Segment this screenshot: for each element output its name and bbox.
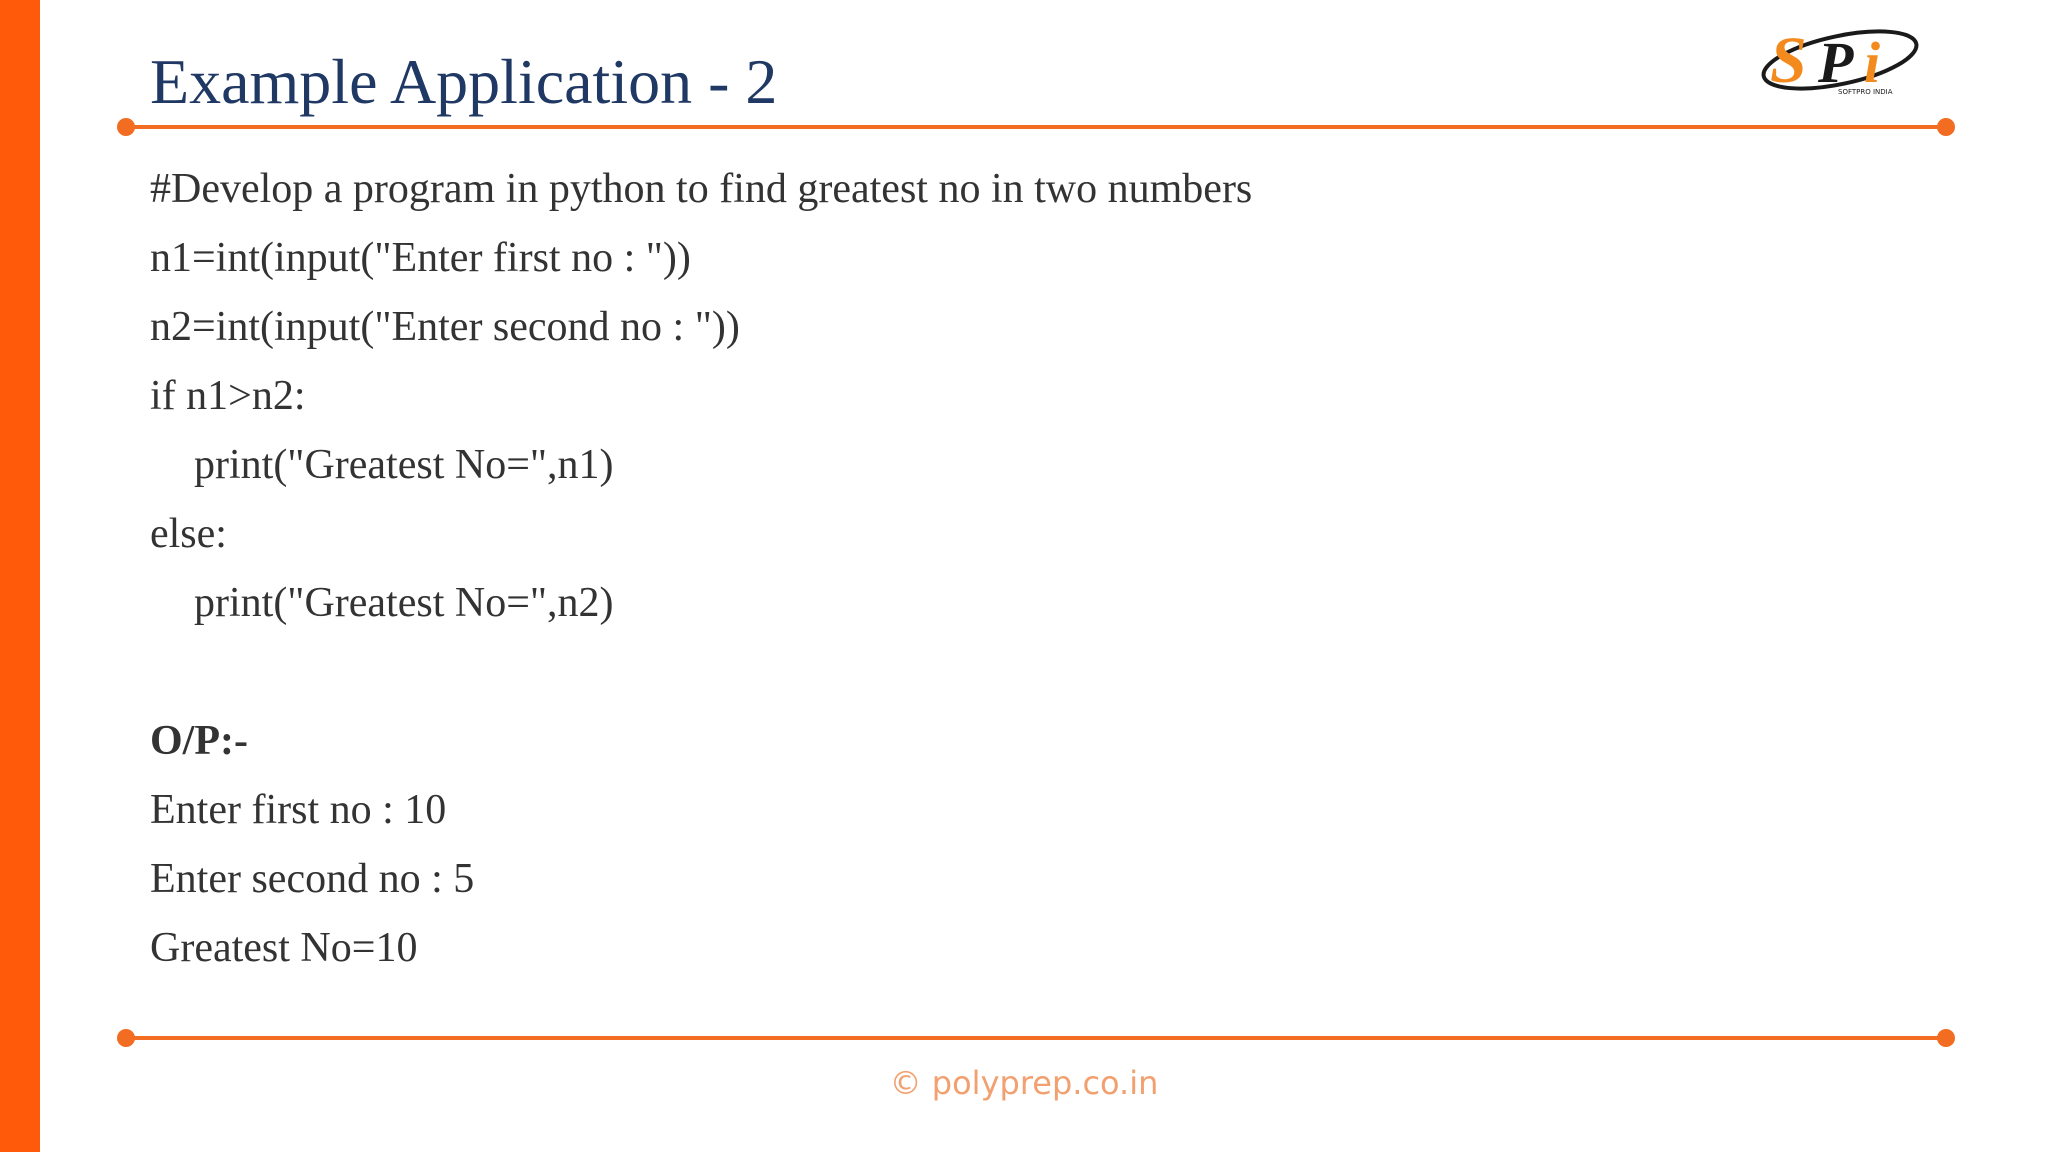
output-heading: O/P:- bbox=[150, 718, 248, 764]
svg-text:SOFTPRO INDIA: SOFTPRO INDIA bbox=[1838, 88, 1893, 96]
footer-divider bbox=[124, 1036, 1948, 1040]
code-comment: #Develop a program in python to find greatest no in two numbers bbox=[150, 166, 1253, 212]
divider-dot-right bbox=[1937, 1029, 1955, 1047]
output-line-2: Enter second no : 5 bbox=[150, 856, 475, 902]
left-accent-bar bbox=[0, 0, 40, 1152]
code-line-1: n1=int(input("Enter first no : ")) bbox=[150, 235, 691, 281]
output-line-1: Enter first no : 10 bbox=[150, 787, 447, 833]
footer-copyright: © polyprep.co.in bbox=[889, 1064, 1159, 1102]
blank-line bbox=[150, 638, 1252, 707]
divider-dot-right bbox=[1937, 118, 1955, 136]
output-line-3: Greatest No=10 bbox=[150, 925, 418, 971]
divider-dot-left bbox=[117, 118, 135, 136]
svg-text:P: P bbox=[1818, 30, 1854, 95]
svg-text:i: i bbox=[1864, 30, 1881, 95]
code-line-6: print("Greatest No=",n2) bbox=[194, 580, 614, 626]
svg-text:S: S bbox=[1770, 24, 1807, 97]
title-divider bbox=[124, 125, 1948, 129]
code-line-3: if n1>n2: bbox=[150, 373, 306, 419]
spi-logo bbox=[1752, 20, 1922, 100]
code-line-2: n2=int(input("Enter second no : ")) bbox=[150, 304, 740, 350]
divider-dot-left bbox=[117, 1029, 135, 1047]
code-line-5: else: bbox=[150, 511, 227, 557]
code-line-4: print("Greatest No=",n1) bbox=[194, 442, 614, 488]
slide-body bbox=[150, 155, 1252, 983]
slide-title: Example Application - 2 bbox=[150, 46, 778, 117]
